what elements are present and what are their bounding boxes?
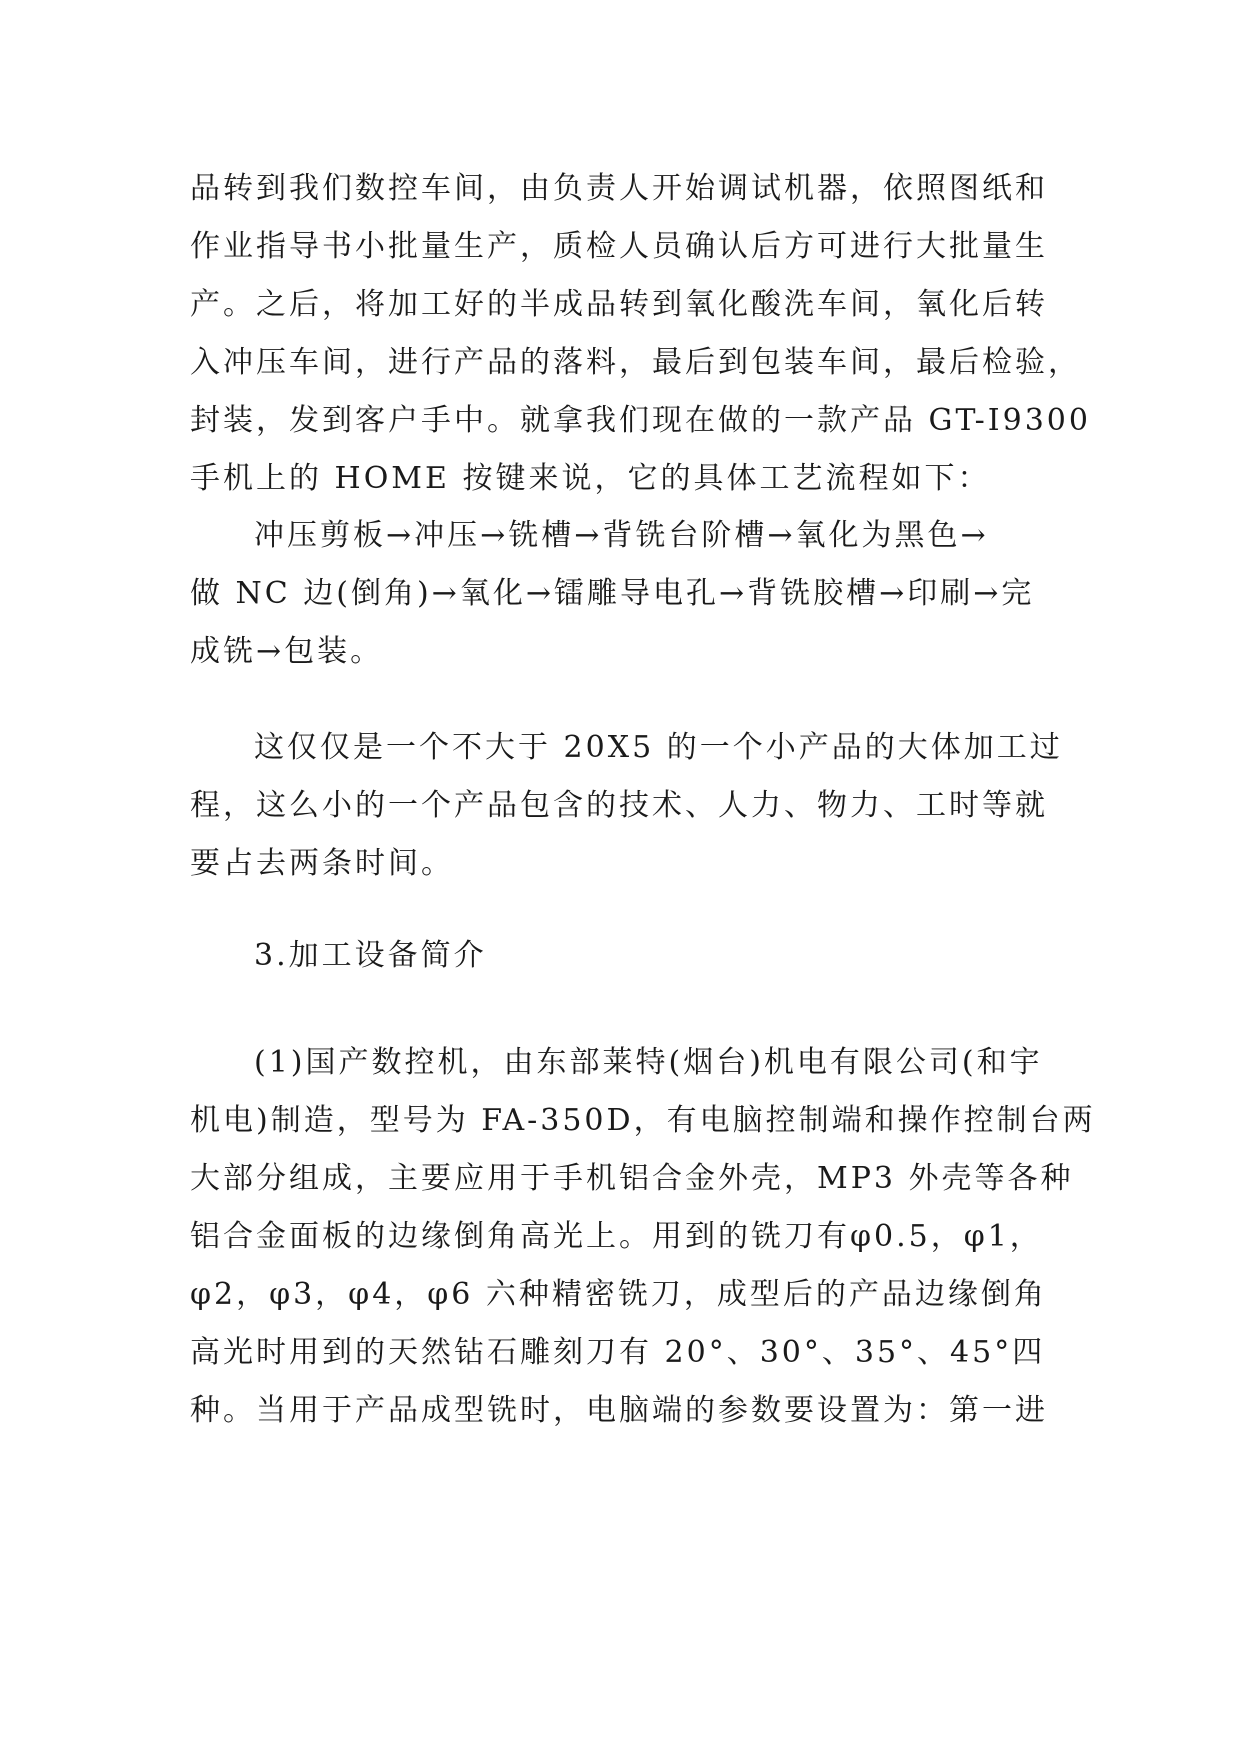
text-line: 大部分组成，主要应用于手机铝合金外壳，MP3 外壳等各种 [190,1161,1074,1196]
text-line: φ2，φ3，φ4，φ6 六种精密铣刀，成型后的产品边缘倒角 [190,1277,1047,1312]
text-line: 这仅仅是一个不大于 20X5 的一个小产品的大体加工过 [254,730,1063,765]
text-line: 品转到我们数控车间，由负责人开始调试机器，依照图纸和 [190,171,1048,206]
section-heading [190,927,1060,985]
paragraph-equipment-description [190,1034,1096,1440]
paragraph-process-flow [190,507,1060,681]
text-line: 入冲压车间，进行产品的落料，最后到包装车间，最后检验， [190,345,1081,380]
text-line: 要占去两条时间。 [190,846,454,881]
text-line: 铝合金面板的边缘倒角高光上。用到的铣刀有φ0.5，φ1， [190,1219,1043,1254]
text-line: 机电)制造，型号为 FA-350D，有电脑控制端和操作控制台两 [190,1103,1096,1138]
section-heading-text: 3.加工设备简介 [254,938,487,973]
text-line: 作业指导书小批量生产，质检人员确认后方可进行大批量生 [190,229,1048,264]
text-line: 做 NC 边(倒角)→氧化→镭雕导电孔→背铣胶槽→印刷→完 [190,576,1035,611]
text-line: (1)国产数控机，由东部莱特(烟台)机电有限公司(和宇 [254,1045,1043,1080]
text-line: 成铣→包装。 [190,634,384,669]
text-line: 程，这么小的一个产品包含的技术、人力、物力、工时等就 [190,788,1048,823]
text-line: 冲压剪板→冲压→铣槽→背铣台阶槽→氧化为黑色→ [254,518,989,553]
text-line: 产。之后，将加工好的半成品转到氧化酸洗车间，氧化后转 [190,287,1048,322]
text-line: 高光时用到的天然钻石雕刻刀有 20°、30°、35°、45°四 [190,1335,1046,1370]
text-line: 手机上的 HOME 按键来说，它的具体工艺流程如下： [190,461,991,496]
text-line: 封装，发到客户手中。就拿我们现在做的一款产品 GT-I9300 [190,403,1091,438]
text-line: 种。当用于产品成型铣时，电脑端的参数要设置为：第一进 [190,1393,1048,1428]
paragraph-product-summary [190,719,1063,893]
paragraph-process-overview [190,160,1091,508]
